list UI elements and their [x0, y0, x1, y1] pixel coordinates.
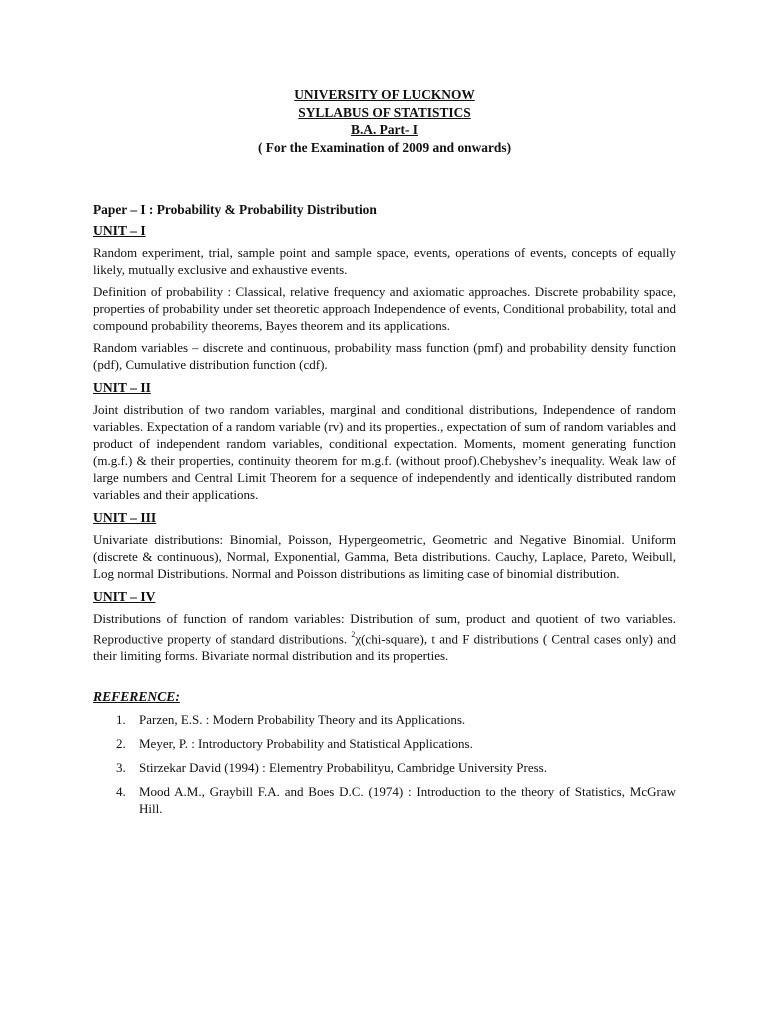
course-title: B.A. Part- I: [351, 122, 418, 137]
document-header: [93, 86, 676, 156]
unit-1-heading: UNIT – I: [93, 223, 146, 238]
chi-letter: χ: [355, 631, 362, 647]
unit-4-heading: UNIT – IV: [93, 589, 156, 604]
unit-3-heading: UNIT – III: [93, 510, 157, 525]
reference-heading: REFERENCE:: [93, 689, 180, 705]
reference-list: [93, 711, 676, 817]
unit-4-text-before: Distributions of function of random variables: Distribution of sum, product and quotient of two variables. Reproductive property of standard distributions.: [93, 611, 676, 647]
reference-item: [93, 783, 676, 817]
unit-3-paragraph-1: Univariate distributions: Binomial, Poisson, Hypergeometric, Geometric and Negative Binomial. Uniform (discrete & continuous), Normal, Exponential, Gamma, Beta distributions. Cauchy, Laplace, Pareto, Weibull, Log normal Distributions. Normal and Poisson distributions as limiting case of binomial distribution.: [93, 532, 676, 581]
paper-title: Paper – I : Probability & Probability Distribution: [93, 202, 377, 217]
unit-4-paragraph-1: [93, 610, 676, 664]
unit-2-paragraph-1: Joint distribution of two random variables, marginal and conditional distributions, Independence of random variables. Expectation of a random variable (rv) and its properties., expectation of sum of random variables and product of independent random variables, conditional expectation. Moments, moment generating function (m.g.f.) & their properties, continuity theorem for m.g.f. (without proof).Chebyshev’s inequality. Weak law of large numbers and Central Limit Theorem for a sequence of independently and identically distributed random variables and their applications.: [93, 402, 676, 502]
reference-text: Mood A.M., Graybill F.A. and Boes D.C. (1974) : Introduction to the theory of Statistics, McGraw Hill.: [139, 784, 676, 817]
syllabus-title: SYLLABUS OF STATISTICS: [298, 104, 471, 120]
reference-item: [93, 735, 676, 752]
unit-4-text-after: (chi-square), t and F distributions ( Central cases only) and their limiting forms. Bivariate normal distribution and its properties.: [93, 631, 676, 664]
reference-number: 3.: [116, 760, 126, 776]
chi-superscript: 2: [351, 630, 356, 639]
reference-text: Parzen, E.S. : Modern Probability Theory and its Applications.: [139, 712, 466, 728]
unit-2-heading: UNIT – II: [93, 380, 151, 395]
unit-1-paragraph-1: Random experiment, trial, sample point and sample space, events, operations of events, concepts of equally likely, mutually exclusive and exhaustive events.: [93, 245, 676, 277]
unit-1-paragraph-3: Random variables – discrete and continuous, probability mass function (pmf) and probability density function (pdf), Cumulative distribution function (cdf).: [93, 340, 676, 372]
reference-text: Meyer, P. : Introductory Probability and Statistical Applications.: [139, 736, 473, 752]
exam-note: ( For the Examination of 2009 and onwards): [257, 139, 512, 155]
reference-item: [93, 759, 676, 776]
reference-text: Stirzekar David (1994) : Elementry Probabilityu, Cambridge University Press.: [139, 760, 547, 776]
reference-number: 4.: [116, 784, 126, 800]
reference-number: 2.: [116, 736, 126, 752]
unit-1-paragraph-2: Definition of probability : Classical, relative frequency and axiomatic approaches. Discrete probability space, properties of probability under set theoretic approach Independence of events, Conditional probability, total and compound probability theorems, Bayes theorem and its applications.: [93, 284, 676, 333]
reference-item: [93, 711, 676, 728]
chi-square-symbol: [351, 631, 361, 646]
reference-number: 1.: [116, 712, 126, 728]
university-title: UNIVERSITY OF LUCKNOW: [294, 87, 475, 102]
